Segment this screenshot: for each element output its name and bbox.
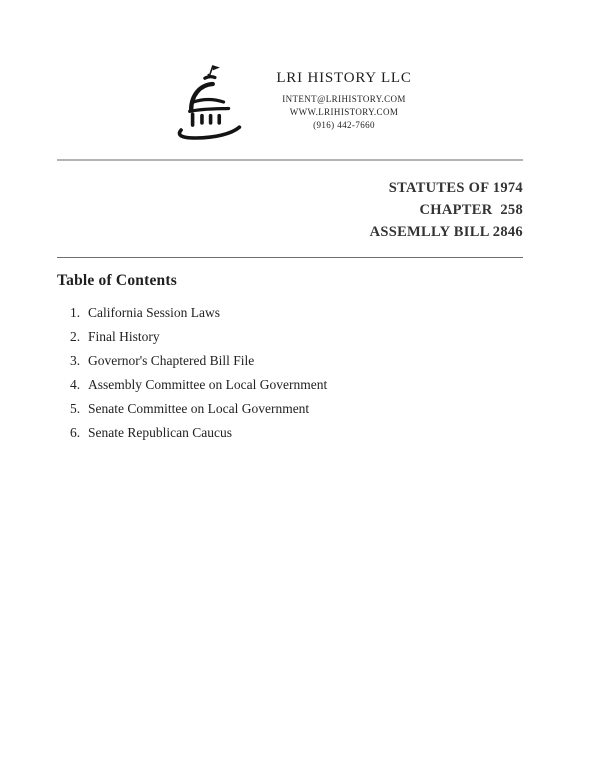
toc-item xyxy=(70,377,327,393)
toc-item-label: Governor's Chaptered Bill File xyxy=(88,353,255,368)
divider-bottom xyxy=(57,257,523,258)
letterhead-text xyxy=(259,60,429,132)
statutes-line: STATUTES OF 1974 xyxy=(388,180,523,196)
company-phone: (916) 442-7660 xyxy=(313,120,375,130)
toc-list xyxy=(70,305,327,449)
toc-item-number: 4. xyxy=(70,377,81,392)
case-info-block xyxy=(370,177,523,243)
toc-item-number: 6. xyxy=(70,425,81,440)
toc-item-number: 2. xyxy=(70,329,81,344)
letterhead xyxy=(0,60,600,142)
divider-top xyxy=(57,159,523,161)
toc-item-label: Final History xyxy=(88,329,160,344)
company-email: INTENT@LRIHISTORY.COM xyxy=(282,94,406,104)
toc-item xyxy=(70,425,327,441)
toc-item xyxy=(70,401,327,417)
capitol-dome-sketch-icon xyxy=(171,62,243,142)
chapter-line: CHAPTER 258 xyxy=(419,202,523,218)
toc-item xyxy=(70,353,327,369)
toc-item xyxy=(70,305,327,321)
toc-item-number: 5. xyxy=(70,401,81,416)
toc-item-label: Assembly Committee on Local Government xyxy=(88,377,328,392)
toc-item-label: Senate Committee on Local Government xyxy=(88,401,310,416)
bill-line: ASSEMLLY BILL 2846 xyxy=(369,224,523,240)
toc-item-label: Senate Republican Caucus xyxy=(88,425,232,440)
company-name: LRI HISTORY LLC xyxy=(276,70,412,86)
toc-heading: Table of Contents xyxy=(57,272,177,289)
toc-item xyxy=(70,329,327,345)
company-website: WWW.LRIHISTORY.COM xyxy=(289,107,399,117)
toc-item-label: California Session Laws xyxy=(88,305,220,320)
toc-item-number: 3. xyxy=(70,353,81,368)
toc-item-number: 1. xyxy=(70,305,81,320)
